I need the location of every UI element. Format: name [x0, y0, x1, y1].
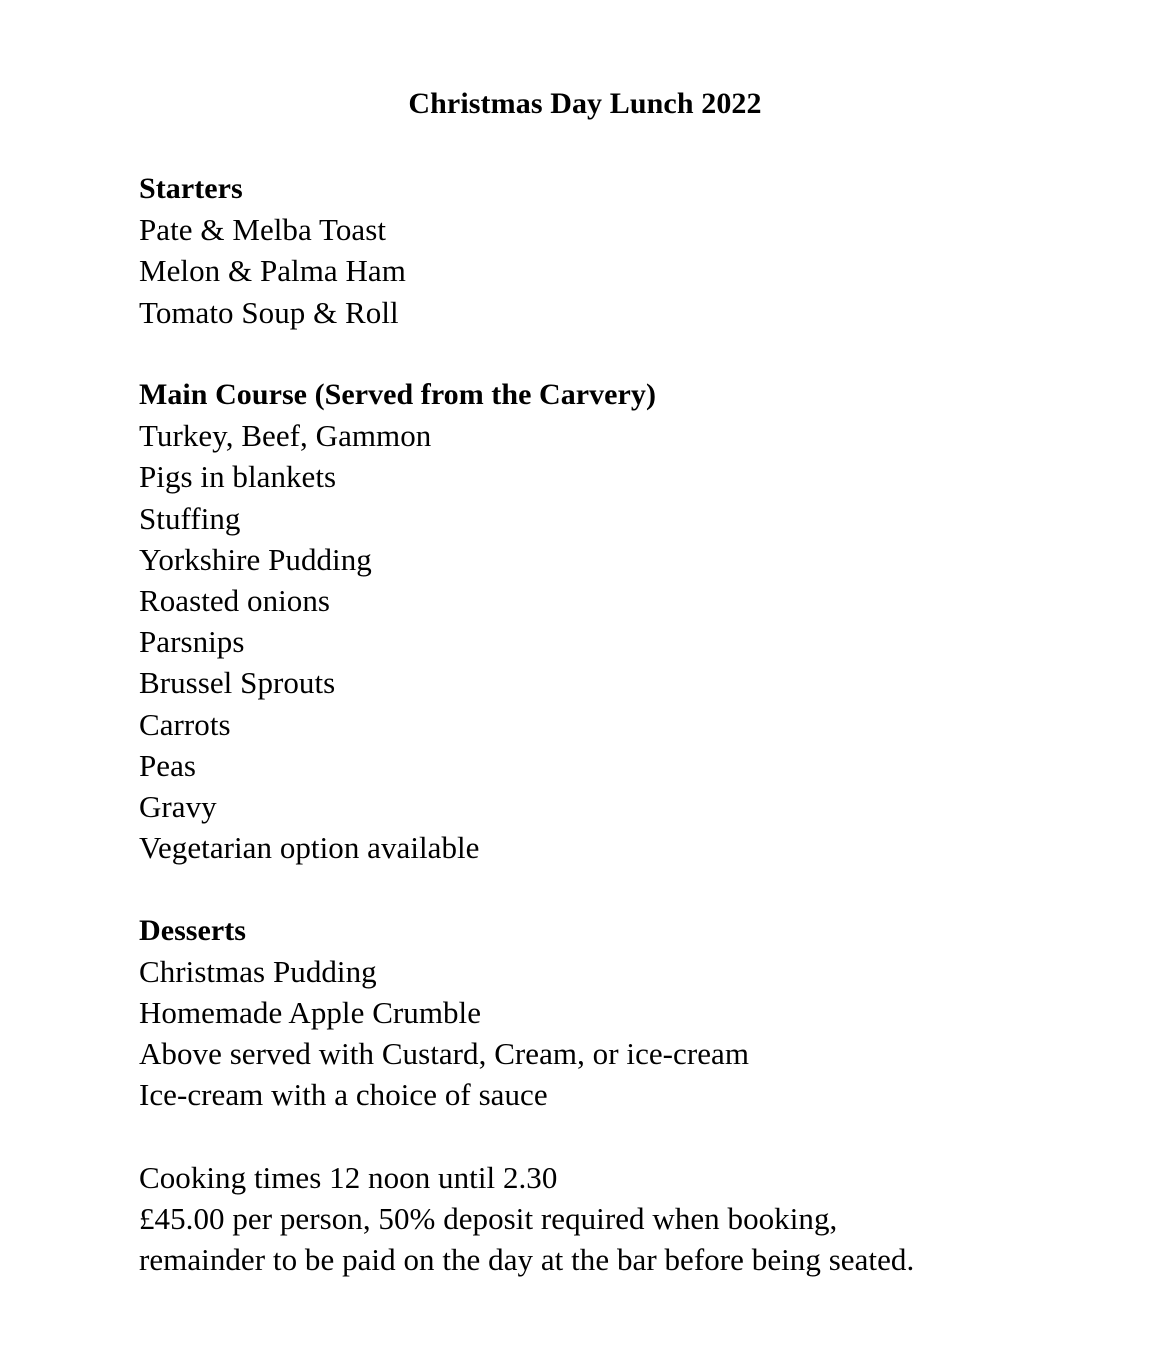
section-starters: [139, 168, 1119, 333]
main-course-item: Vegetarian option available: [139, 830, 480, 866]
main-course-item: Yorkshire Pudding: [139, 541, 372, 577]
desserts-item: Ice-cream with a choice of sauce: [139, 1077, 548, 1113]
section-booking-info: [139, 1157, 1119, 1281]
starters-item: Pate & Melba Toast: [139, 212, 386, 248]
main-course-item: Pigs in blankets: [139, 459, 337, 495]
section-spacer: [139, 868, 1119, 909]
main-course-item: Turkey, Beef, Gammon: [139, 418, 432, 454]
payment-remainder-line: remainder to be paid on the day at the bar before being seated.: [139, 1242, 915, 1278]
section-spacer: [139, 1116, 1119, 1157]
section-main-course: [139, 374, 1119, 868]
main-course-item: Peas: [139, 747, 197, 783]
main-course-item: Parsnips: [139, 624, 245, 660]
desserts-heading: Desserts: [139, 913, 247, 947]
main-course-item: Gravy: [139, 789, 217, 825]
main-course-item: Stuffing: [139, 500, 241, 536]
main-course-item: Brussel Sprouts: [139, 665, 336, 701]
cooking-times-line: Cooking times 12 noon until 2.30: [139, 1159, 558, 1195]
desserts-item: Christmas Pudding: [139, 953, 377, 989]
price-deposit-line: £45.00 per person, 50% deposit required when booking,: [139, 1201, 838, 1237]
section-desserts: [139, 910, 1119, 1116]
starters-item: Tomato Soup & Roll: [139, 294, 399, 330]
section-spacer: [139, 333, 1119, 374]
main-course-item: Carrots: [139, 706, 231, 742]
desserts-item: Homemade Apple Crumble: [139, 995, 482, 1031]
main-course-item: Roasted onions: [139, 583, 330, 619]
menu-body: [139, 168, 1119, 1280]
desserts-item: Above served with Custard, Cream, or ice-cream: [139, 1036, 750, 1072]
starters-item: Melon & Palma Ham: [139, 253, 406, 289]
starters-heading: Starters: [139, 172, 243, 205]
page-title: Christmas Day Lunch 2022: [408, 87, 762, 120]
main-course-heading: Main Course (Served from the Carvery): [139, 378, 656, 411]
